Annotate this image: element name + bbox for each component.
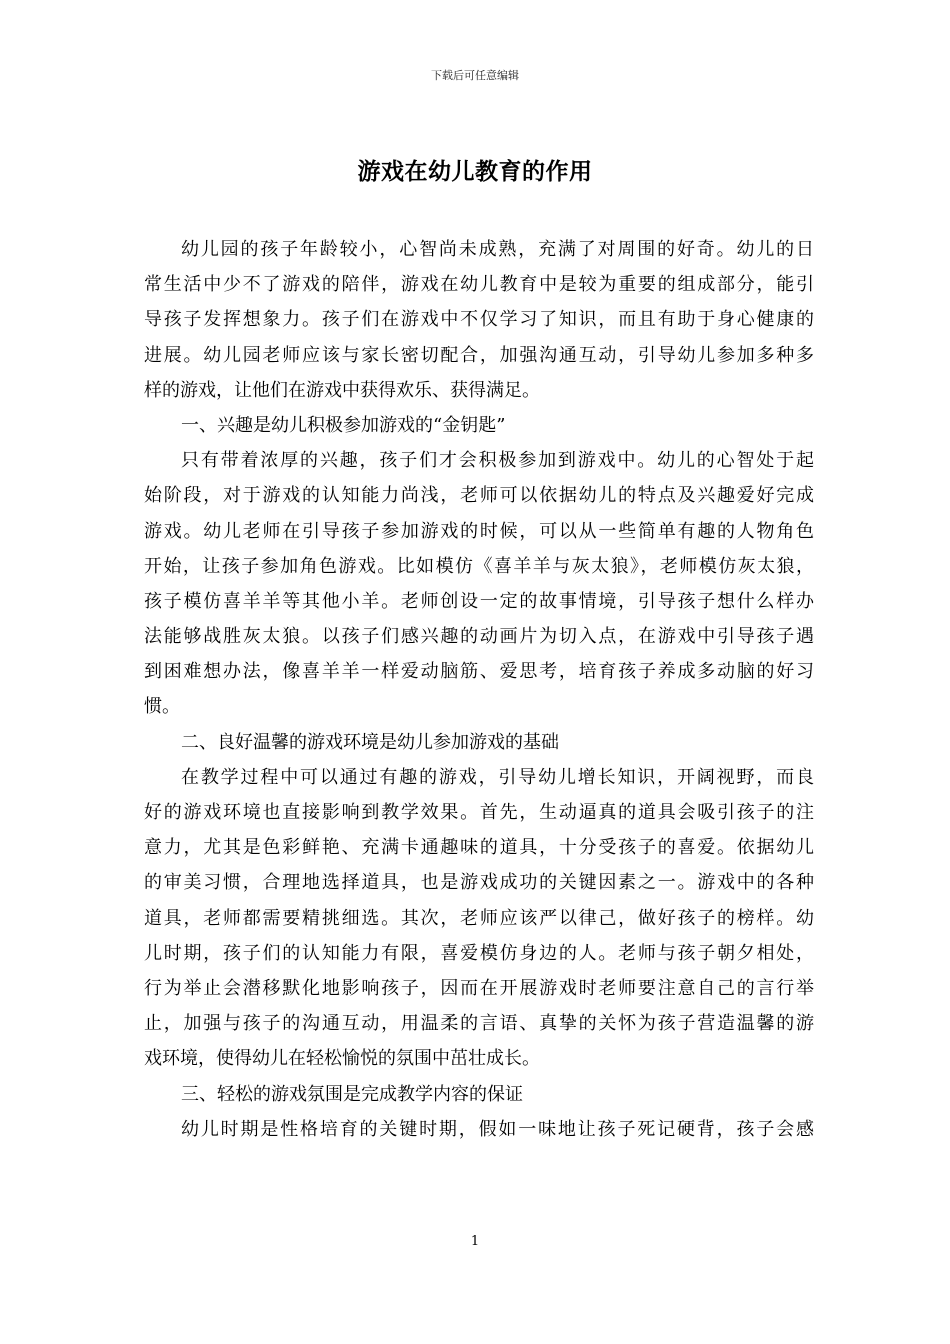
body-line: 开始，让孩子参加角色游戏。比如模仿《喜羊羊与灰太狼》，老师模仿灰太狼，: [144, 555, 814, 577]
body-line: 游戏。幼儿老师在引导孩子参加游戏的时候，可以从一些简单有趣的人物角色: [144, 520, 814, 542]
body-line: 行为举止会潜移默化地影响孩子，因而在开展游戏时老师要注意自己的言行举: [144, 977, 814, 999]
body-line: 到困难想办法，像喜羊羊一样爱动脑筋、爱思考，培育孩子养成多动脑的好习: [144, 661, 814, 683]
section-heading-3: 三、轻松的游戏氛围是完成教学内容的保证: [181, 1083, 523, 1105]
body-line: 惯。: [144, 696, 180, 718]
page-number: 1: [470, 1234, 480, 1249]
body-line: 样的游戏，让他们在游戏中获得欢乐、获得满足。: [144, 379, 540, 401]
body-line: 幼儿园的孩子年龄较小，心智尚未成熟，充满了对周围的好奇。幼儿的日: [181, 239, 814, 260]
body-line: 好的游戏环境也直接影响到教学效果。首先，生动逼真的道具会吸引孩子的注: [144, 802, 814, 823]
body-line: 始阶段，对于游戏的认知能力尚浅，老师可以依据幼儿的特点及兴趣爱好完成: [144, 485, 814, 507]
body-line: 戏环境，使得幼儿在轻松愉悦的氛围中茁壮成长。: [144, 1048, 540, 1070]
section-heading-2: 二、良好温馨的游戏环境是幼儿参加游戏的基础: [181, 731, 559, 753]
page-header-note: 下载后可任意编辑: [431, 69, 519, 82]
body-line: 导孩子发挥想象力。孩子们在游戏中不仅学习了知识，而且有助于身心健康的: [144, 309, 814, 331]
body-line: 儿时期，孩子们的认知能力有限，喜爱模仿身边的人。老师与孩子朝夕相处，: [144, 942, 814, 964]
body-line: 只有带着浓厚的兴趣，孩子们才会积极参加到游戏中。幼儿的心智处于起: [181, 450, 814, 472]
body-line: 的审美习惯，合理地选择道具，也是游戏成功的关键因素之一。游戏中的各种: [144, 872, 814, 894]
body-line: 在教学过程中可以通过有趣的游戏，引导幼儿增长知识，开阔视野，而良: [181, 766, 814, 788]
section-heading-1: 一、兴趣是幼儿积极参加游戏的“金钥匙”: [181, 414, 506, 436]
body-line: 法能够战胜灰太狼。以孩子们感兴趣的动画片为切入点，在游戏中引导孩子遇: [144, 626, 814, 648]
body-line: 止，加强与孩子的沟通互动，用温柔的言语、真挚的关怀为孩子营造温馨的游: [144, 1013, 814, 1035]
body-line: 进展。幼儿园老师应该与家长密切配合，加强沟通互动，引导幼儿参加多种多: [144, 344, 814, 366]
body-line: 意力，尤其是色彩鲜艳、充满卡通趣味的道具，十分受孩子的喜爱。依据幼儿: [144, 837, 814, 859]
body-line: 道具，老师都需要精挑细选。其次，老师应该严以律己，做好孩子的榜样。幼: [144, 907, 814, 929]
document-body: [144, 232, 814, 1147]
body-line: 幼儿时期是性格培育的关键时期，假如一味地让孩子死记硬背，孩子会感: [181, 1118, 814, 1140]
body-line: 孩子模仿喜羊羊等其他小羊。老师创设一定的故事情境，引导孩子想什么样办: [144, 590, 814, 612]
body-line: 常生活中少不了游戏的陪伴，游戏在幼儿教育中是较为重要的组成部分，能引: [144, 274, 814, 296]
document-title: 游戏在幼儿教育的作用: [357, 158, 593, 185]
